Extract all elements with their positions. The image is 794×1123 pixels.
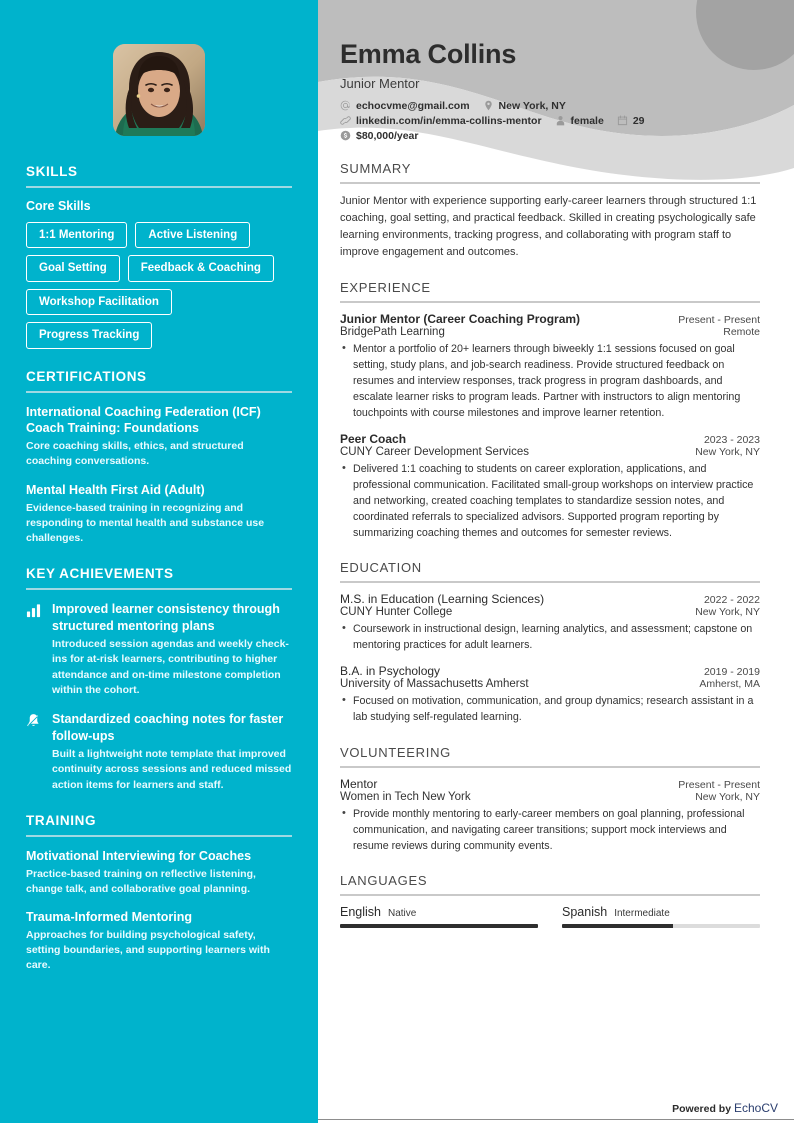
contact-list bbox=[340, 100, 730, 142]
contact-linkedin bbox=[340, 115, 542, 127]
experience-title: Peer Coach bbox=[340, 432, 407, 447]
contact-location bbox=[483, 100, 566, 112]
experience-heading: EXPERIENCE bbox=[340, 279, 431, 295]
footer-divider bbox=[318, 1119, 794, 1120]
education-school: University of Massachusetts Amherst bbox=[340, 678, 529, 691]
experience-org: BridgePath Learning bbox=[340, 325, 445, 338]
contact-gender-value: female bbox=[570, 114, 604, 127]
volunteering-heading: VOLUNTEERING bbox=[340, 744, 451, 760]
training-item bbox=[26, 848, 292, 897]
achievement-desc: Built a lightweight note template that improved continuity across sessions and reduced missed action items for learners and staff. bbox=[52, 748, 292, 791]
training-title: Trauma-Informed Mentoring bbox=[26, 910, 192, 925]
volunteering-title: Mentor bbox=[340, 776, 378, 791]
volunteering-org: Women in Tech New York bbox=[340, 790, 471, 803]
experience-title: Junior Mentor (Career Coaching Program) bbox=[340, 311, 581, 326]
education-location: New York, NY bbox=[695, 606, 760, 619]
training-desc: Approaches for building psychological safety, setting boundaries, and supporting learners with care. bbox=[26, 928, 270, 972]
education-bullets bbox=[340, 693, 760, 725]
skill-chip: Progress Tracking bbox=[26, 322, 152, 348]
dollar-circle-icon bbox=[340, 130, 351, 141]
education-school: CUNY Hunter College bbox=[340, 606, 453, 619]
volunteering-entry bbox=[340, 777, 760, 854]
footer-powered-label: Powered by bbox=[672, 1103, 732, 1115]
skill-chip: Goal Setting bbox=[26, 255, 120, 281]
achievement-item bbox=[26, 601, 292, 698]
experience-location: New York, NY bbox=[695, 446, 760, 459]
sidebar bbox=[0, 0, 318, 1123]
certifications-heading: CERTIFICATIONS bbox=[26, 368, 147, 384]
contact-age-value: 29 bbox=[632, 114, 645, 127]
certification-item bbox=[26, 482, 292, 547]
skill-chip: Feedback & Coaching bbox=[128, 255, 274, 281]
bullet-item: • Mentor a portfolio of 20+ learners through biweekly 1:1 sessions focused on goal setting, study plans, and job-search readiness. Provide structured feedback on resumes and interview responses, track progress in program dashboards, and escalate learner risks to program leads. Partner with instructors to align mentoring touchpoints with course milestones and improve learner retention. bbox=[340, 341, 760, 421]
certifications-divider bbox=[26, 391, 292, 393]
experience-entry bbox=[340, 432, 760, 541]
training-item bbox=[26, 909, 292, 974]
education-degree: B.A. in Psychology bbox=[340, 664, 441, 679]
contact-email-value: echocvme@gmail.com bbox=[356, 99, 470, 112]
languages-section bbox=[340, 873, 760, 928]
language-item bbox=[340, 905, 538, 928]
achievement-item bbox=[26, 711, 292, 793]
training-heading: TRAINING bbox=[26, 812, 97, 828]
contact-age bbox=[617, 115, 645, 127]
contact-location-value: New York, NY bbox=[498, 99, 566, 112]
volunteering-divider bbox=[340, 766, 760, 768]
training-divider bbox=[26, 835, 292, 837]
bullet-item: • Delivered 1:1 coaching to students on career exploration, applications, and professional communication. Facilitated small-group workshops on interview practice and networking, created coaching templates to standardize session notes, and coordinated referrals to specialized advisors. Supported program reporting by summarizing coaching themes and outcomes for semester reviews. bbox=[340, 461, 760, 541]
main-column bbox=[318, 0, 794, 1123]
certification-title: Mental Health First Aid (Adult) bbox=[26, 482, 205, 497]
job-role: Junior Mentor bbox=[340, 75, 420, 91]
profile-photo-wrap bbox=[26, 44, 292, 136]
education-section bbox=[340, 560, 760, 725]
experience-divider bbox=[340, 301, 760, 303]
training-desc: Practice-based training on reflective listening, change talk, and collaborative goal planning. bbox=[26, 867, 256, 895]
volunteering-date: Present - Present bbox=[678, 778, 760, 791]
education-location: Amherst, MA bbox=[699, 678, 760, 691]
summary-heading: SUMMARY bbox=[340, 160, 412, 176]
language-progress-fill bbox=[562, 924, 673, 928]
training-section bbox=[26, 813, 292, 974]
experience-bullets bbox=[340, 461, 760, 541]
skills-chip-list bbox=[26, 222, 292, 349]
volunteering-bullets bbox=[340, 806, 760, 854]
language-name: English bbox=[340, 904, 381, 919]
experience-date: Present - Present bbox=[678, 313, 760, 326]
experience-section bbox=[340, 280, 760, 541]
skill-chip: Workshop Facilitation bbox=[26, 289, 172, 315]
core-skills-subheading: Core Skills bbox=[26, 199, 91, 213]
volunteering-location: New York, NY bbox=[695, 790, 760, 803]
education-heading: EDUCATION bbox=[340, 560, 422, 576]
language-progress-bar bbox=[340, 924, 538, 928]
education-entry bbox=[340, 592, 760, 653]
language-progress-fill bbox=[340, 924, 538, 928]
bar-chart-icon bbox=[26, 601, 43, 698]
skills-divider bbox=[26, 186, 292, 188]
contact-salary bbox=[340, 130, 418, 142]
language-progress-bar bbox=[562, 924, 760, 928]
page-title: Emma Collins bbox=[340, 39, 517, 69]
certification-item bbox=[26, 404, 292, 470]
language-level: Intermediate bbox=[614, 907, 670, 919]
email-icon bbox=[340, 100, 351, 111]
achievements-section bbox=[26, 566, 292, 793]
calendar-icon bbox=[617, 115, 628, 126]
language-item bbox=[562, 905, 760, 928]
skills-heading: SKILLS bbox=[26, 164, 78, 179]
education-date: 2019 - 2019 bbox=[703, 666, 760, 679]
avatar bbox=[113, 44, 205, 136]
skills-section bbox=[26, 164, 292, 349]
languages-heading: LANGUAGES bbox=[340, 872, 428, 888]
achievement-desc: Introduced session agendas and weekly check-ins for at-risk learners, contributing to higher attendance and on-time milestone completion within the cohort. bbox=[52, 638, 289, 696]
achievement-title: Standardized coaching notes for faster follow-ups bbox=[52, 712, 284, 743]
education-entry bbox=[340, 664, 760, 725]
summary-divider bbox=[340, 182, 760, 184]
experience-entry bbox=[340, 312, 760, 421]
education-date: 2022 - 2022 bbox=[703, 594, 760, 607]
languages-list bbox=[340, 905, 760, 928]
contact-salary-value: $80,000/year bbox=[356, 129, 419, 142]
achievement-title: Improved learner consistency through structured mentoring plans bbox=[52, 602, 280, 633]
experience-org: CUNY Career Development Services bbox=[340, 446, 529, 459]
footer bbox=[672, 1101, 778, 1115]
education-divider bbox=[340, 581, 760, 583]
certification-desc: Core coaching skills, ethics, and structured coaching conversations. bbox=[26, 440, 244, 468]
language-level: Native bbox=[388, 907, 417, 919]
skill-chip: Active Listening bbox=[135, 222, 250, 248]
contact-gender bbox=[555, 115, 604, 127]
certification-desc: Evidence-based training in recognizing and responding to mental health and substance use challenges. bbox=[26, 501, 265, 544]
experience-bullets bbox=[340, 341, 760, 421]
location-pin-icon bbox=[483, 100, 494, 111]
summary-text: Junior Mentor with experience supporting early-career learners through structured 1:1 coaching, goal setting, and practical feedback. Skilled in creating psychologically safe learning environments, tracking progress, and collaborating with program staff to improve engagement and outcomes. bbox=[340, 194, 757, 258]
bell-off-icon bbox=[26, 711, 43, 793]
contact-email bbox=[340, 100, 470, 112]
volunteering-section bbox=[340, 745, 760, 854]
person-icon bbox=[555, 115, 566, 126]
experience-date: 2023 - 2023 bbox=[703, 434, 760, 447]
certification-title: International Coaching Federation (ICF) Coach Training: Foundations bbox=[26, 404, 261, 436]
bullet-item: • Coursework in instructional design, learning analytics, and assessment; capstone on mentoring practices for adult learners. bbox=[340, 621, 760, 653]
education-degree: M.S. in Education (Learning Sciences) bbox=[340, 592, 545, 607]
experience-location: Remote bbox=[723, 325, 760, 338]
skill-chip: 1:1 Mentoring bbox=[26, 222, 127, 248]
achievements-heading: KEY ACHIEVEMENTS bbox=[26, 566, 174, 582]
main-content bbox=[318, 0, 794, 928]
bullet-item: • Focused on motivation, communication, and group dynamics; research assistant in a lab studying self-regulated learning. bbox=[340, 693, 760, 725]
languages-divider bbox=[340, 894, 760, 896]
summary-section bbox=[340, 161, 760, 261]
certifications-section bbox=[26, 369, 292, 547]
education-bullets bbox=[340, 621, 760, 653]
bullet-item: • Provide monthly mentoring to early-career members on goal planning, professional communication, and navigating career transitions; support mock interviews and resume reviews during community events. bbox=[340, 806, 760, 854]
achievements-divider bbox=[26, 588, 292, 590]
link-icon bbox=[340, 115, 351, 126]
training-title: Motivational Interviewing for Coaches bbox=[26, 848, 252, 863]
contact-linkedin-value: linkedin.com/in/emma-collins-mentor bbox=[356, 114, 542, 127]
language-name: Spanish bbox=[562, 904, 608, 919]
footer-brand: EchoCV bbox=[733, 1101, 778, 1115]
